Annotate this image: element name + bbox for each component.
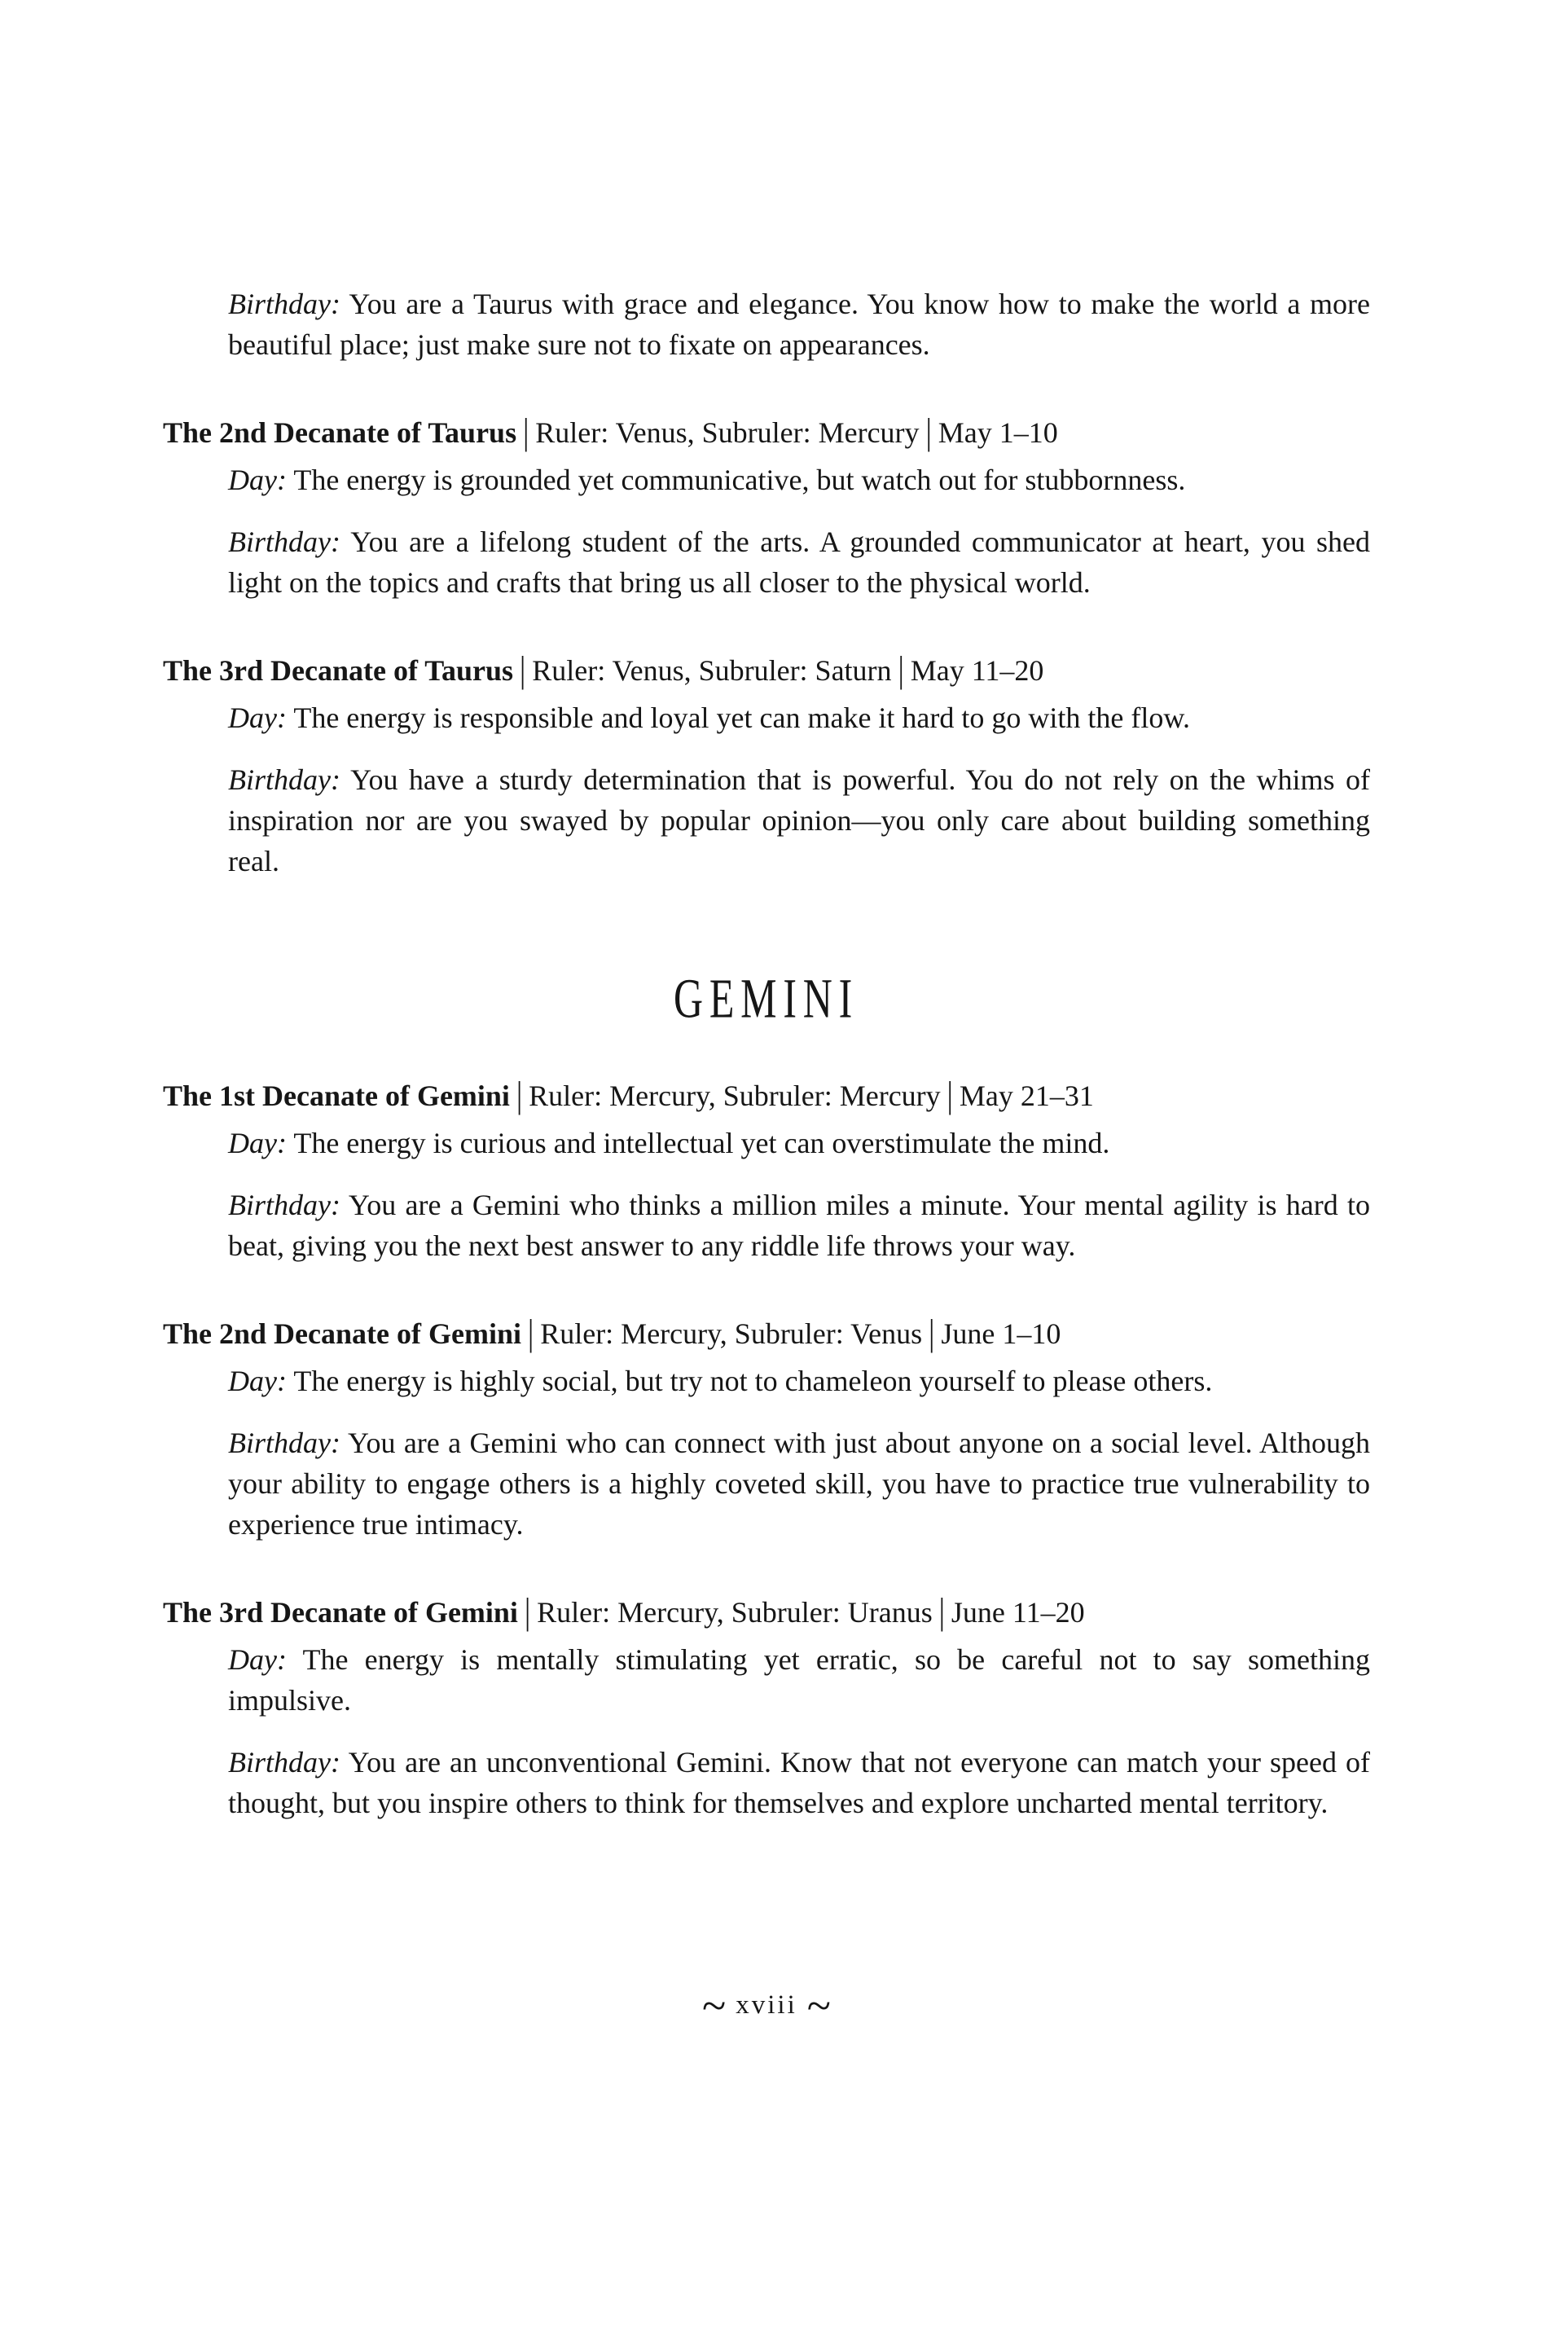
- decanate-heading: [163, 1592, 1370, 1633]
- paragraph-birthday: [228, 1185, 1370, 1266]
- decanate-rulers: Ruler: Venus, Subruler: Saturn: [532, 654, 892, 687]
- page-footer: [163, 1981, 1370, 2030]
- day-label: Day:: [228, 1365, 287, 1397]
- day-text: The energy is mentally stimulating yet erratic, so be careful not to say something impulsive.: [228, 1643, 1370, 1717]
- decanate-heading: [163, 650, 1370, 691]
- separator-bar: |: [929, 1312, 935, 1353]
- swung-dash-ornament: ~: [702, 1981, 727, 2030]
- decanate-rulers: Ruler: Mercury, Subruler: Venus: [540, 1317, 923, 1350]
- paragraph-birthday: [228, 1742, 1370, 1823]
- section-taurus-3rd-decanate: [163, 650, 1370, 882]
- paragraph-day: [228, 1123, 1370, 1163]
- section-gemini-2nd-decanate: [163, 1313, 1370, 1545]
- section-taurus-2nd-decanate: [163, 412, 1370, 603]
- paragraph-day: [228, 697, 1370, 738]
- birthday-text: You are a Gemini who can connect with just about anyone on a social level. Although your ability to engage others is a highly coveted skill, you have to practice true vulnerability to experience true intimacy.: [228, 1427, 1370, 1541]
- separator-bar: |: [925, 411, 932, 452]
- day-label: Day:: [228, 1127, 287, 1159]
- paragraph-day: [228, 1361, 1370, 1401]
- decanate-title: The 2nd Decanate of Taurus: [163, 416, 517, 449]
- decanate-dates: May 21–31: [959, 1079, 1094, 1112]
- decanate-title: The 2nd Decanate of Gemini: [163, 1317, 521, 1350]
- decanate-dates: May 11–20: [910, 654, 1044, 687]
- birthday-label: Birthday:: [228, 1189, 340, 1221]
- decanate-title: The 3rd Decanate of Gemini: [163, 1596, 518, 1629]
- birthday-text: You are a Taurus with grace and elegance. You know how to make the world a more beautiful place; just make sure not to fixate on appearances.: [228, 288, 1370, 361]
- paragraph-taurus-1st-birthday: [228, 284, 1370, 365]
- book-page: [163, 0, 1370, 1823]
- birthday-label: Birthday:: [228, 1746, 340, 1779]
- decanate-dates: May 1–10: [938, 416, 1058, 449]
- decanate-title: The 1st Decanate of Gemini: [163, 1079, 510, 1112]
- separator-bar: |: [527, 1312, 534, 1353]
- paragraph-birthday: [228, 1422, 1370, 1545]
- day-text: The energy is responsible and loyal yet can make it hard to go with the flow.: [293, 701, 1191, 734]
- separator-bar: |: [523, 411, 529, 452]
- paragraph-birthday: [228, 759, 1370, 882]
- separator-bar: |: [898, 649, 904, 690]
- birthday-label: Birthday:: [228, 763, 340, 796]
- day-label: Day:: [228, 1643, 287, 1676]
- day-text: The energy is grounded yet communicative, but watch out for stubbornness.: [293, 464, 1186, 496]
- day-label: Day:: [228, 464, 287, 496]
- sign-heading-gemini: [163, 967, 1370, 1030]
- decanate-rulers: Ruler: Venus, Subruler: Mercury: [535, 416, 920, 449]
- birthday-label: Birthday:: [228, 1427, 340, 1459]
- day-text: The energy is curious and intellectual yet can overstimulate the mind.: [293, 1127, 1110, 1159]
- decanate-heading: [163, 1313, 1370, 1354]
- separator-bar: |: [520, 649, 526, 690]
- page-number: xviii: [736, 1990, 797, 2020]
- paragraph-birthday: [228, 521, 1370, 603]
- birthday-label: Birthday:: [228, 288, 340, 320]
- swung-dash-ornament: ~: [806, 1981, 831, 2030]
- separator-bar: |: [938, 1590, 945, 1632]
- section-gemini-1st-decanate: [163, 1075, 1370, 1266]
- separator-bar: |: [524, 1590, 531, 1632]
- decanate-title: The 3rd Decanate of Taurus: [163, 654, 514, 687]
- decanate-heading: [163, 412, 1370, 453]
- decanate-rulers: Ruler: Mercury, Subruler: Uranus: [537, 1596, 933, 1629]
- decanate-dates: June 11–20: [951, 1596, 1085, 1629]
- birthday-text: You have a sturdy determination that is powerful. You do not rely on the whims of inspiration nor are you swayed by popular opinion—you only care about building something real.: [228, 763, 1370, 877]
- birthday-label: Birthday:: [228, 525, 340, 558]
- birthday-text: You are an unconventional Gemini. Know that not everyone can match your speed of thought, but you inspire others to think for themselves and explore uncharted mental territory.: [228, 1746, 1370, 1819]
- day-label: Day:: [228, 701, 287, 734]
- paragraph-day: [228, 459, 1370, 500]
- decanate-heading: [163, 1075, 1370, 1116]
- section-gemini-3rd-decanate: [163, 1592, 1370, 1823]
- decanate-dates: June 1–10: [941, 1317, 1061, 1350]
- day-text: The energy is highly social, but try not to chameleon yourself to please others.: [293, 1365, 1213, 1397]
- separator-bar: |: [947, 1074, 953, 1115]
- separator-bar: |: [516, 1074, 523, 1115]
- birthday-text: You are a Gemini who thinks a million miles a minute. Your mental agility is hard to beat, giving you the next best answer to any riddle life throws your way.: [228, 1189, 1370, 1262]
- sign-heading-text: GEMINI: [674, 967, 859, 1030]
- paragraph-day: [228, 1639, 1370, 1721]
- decanate-rulers: Ruler: Mercury, Subruler: Mercury: [529, 1079, 941, 1112]
- birthday-text: You are a lifelong student of the arts. A grounded communicator at heart, you shed light on the topics and crafts that bring us all closer to the physical world.: [228, 525, 1370, 599]
